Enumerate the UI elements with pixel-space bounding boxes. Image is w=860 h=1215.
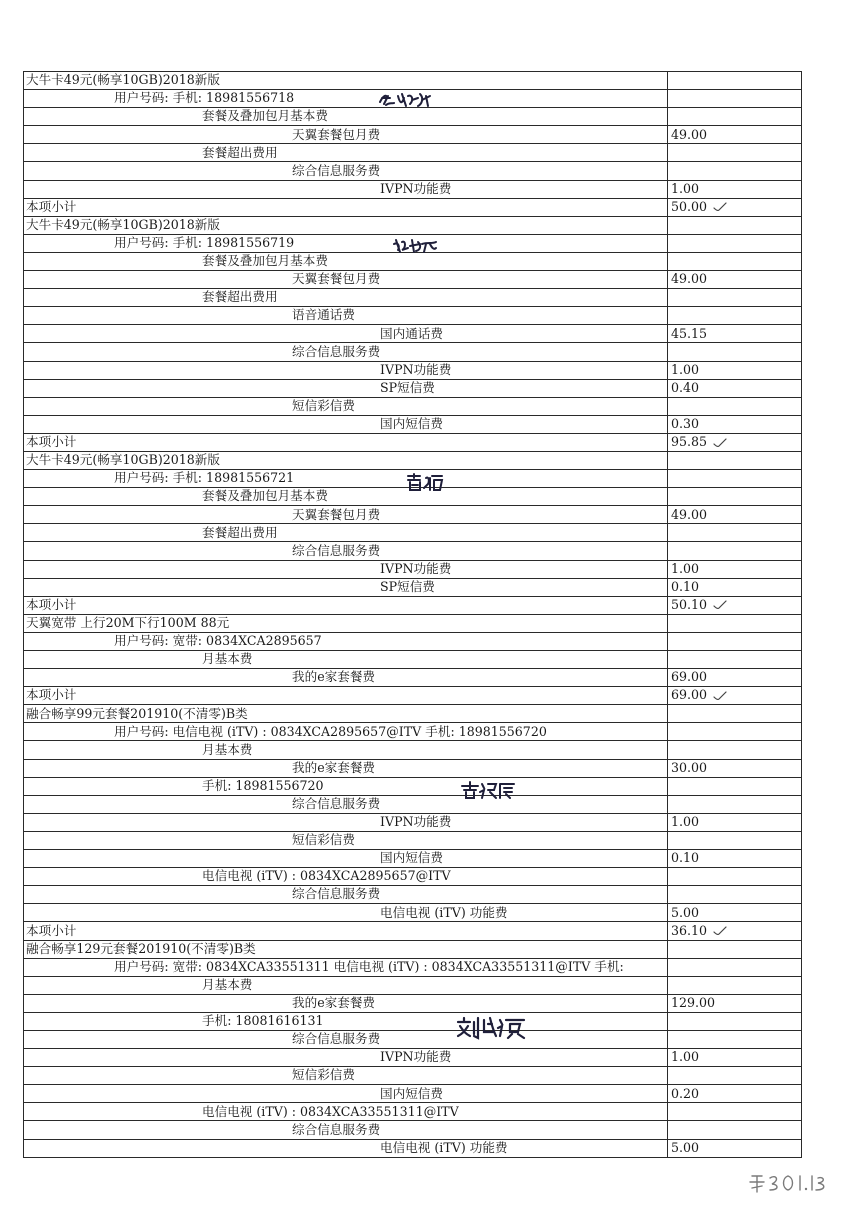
subtotal-amount	[668, 922, 802, 940]
charge-item-text: 国内短信费	[380, 850, 443, 866]
check-mark-icon	[713, 926, 727, 936]
amount-cell-empty	[668, 1121, 802, 1139]
package-title-row	[24, 72, 802, 90]
charge-row	[24, 542, 802, 560]
charge-row	[24, 723, 802, 741]
charge-item-text: 综合信息服务费	[292, 1031, 381, 1047]
amount-cell-empty	[668, 632, 802, 650]
charge-item-text: IVPN功能费	[380, 180, 452, 196]
charge-item-label	[24, 669, 668, 687]
charge-row	[24, 307, 802, 325]
amount-cell-empty	[668, 289, 802, 307]
charge-amount: 69.00	[668, 669, 802, 687]
charge-row	[24, 777, 802, 795]
subtotal-label: 本项小计	[24, 198, 668, 216]
charge-item-label	[24, 868, 668, 886]
charge-item-label	[24, 271, 668, 289]
charge-row	[24, 180, 802, 198]
charge-item-text: 短信彩信费	[292, 397, 355, 413]
charge-item-text: 我的e家套餐费	[292, 669, 376, 685]
charge-item-text: IVPN功能费	[380, 814, 452, 830]
charge-row	[24, 813, 802, 831]
charge-row	[24, 886, 802, 904]
amount-cell-empty	[668, 90, 802, 108]
subtotal-value: 95.85	[671, 434, 708, 450]
charge-item-text: 天翼套餐包月费	[292, 126, 381, 142]
charge-amount: 45.15	[668, 325, 802, 343]
amount-cell-empty	[668, 940, 802, 958]
charge-item-label	[24, 578, 668, 596]
charge-item-label	[24, 795, 668, 813]
charge-item-label	[24, 994, 668, 1012]
charge-item-label	[24, 886, 668, 904]
amount-cell-empty	[668, 614, 802, 632]
charge-item-text: 月基本费	[202, 976, 253, 992]
charge-item-label	[24, 777, 668, 795]
charge-item-label	[24, 560, 668, 578]
charge-amount: 30.00	[668, 759, 802, 777]
package-title: 大牛卡49元(畅享10GB)2018新版	[24, 216, 668, 234]
charge-item-text: 短信彩信费	[292, 832, 355, 848]
subtotal-amount	[668, 433, 802, 451]
charge-amount: 0.10	[668, 578, 802, 596]
amount-cell-empty	[668, 958, 802, 976]
check-mark-icon	[713, 691, 727, 701]
charge-item-text: IVPN功能费	[380, 1049, 452, 1065]
charge-item-label	[24, 289, 668, 307]
amount-cell-empty	[668, 976, 802, 994]
charge-item-label	[24, 343, 668, 361]
charge-item-label	[24, 1121, 668, 1139]
charge-row	[24, 976, 802, 994]
amount-cell-empty	[668, 868, 802, 886]
charge-item-label	[24, 1012, 668, 1030]
charge-item-label	[24, 958, 668, 976]
charge-row	[24, 795, 802, 813]
charge-row	[24, 1139, 802, 1157]
charge-item-label	[24, 524, 668, 542]
amount-cell-empty	[668, 795, 802, 813]
charge-amount: 1.00	[668, 361, 802, 379]
charge-item-label	[24, 144, 668, 162]
charge-item-text: 国内短信费	[380, 1085, 443, 1101]
charge-amount: 0.40	[668, 379, 802, 397]
amount-cell-empty	[668, 451, 802, 469]
subtotal-amount	[668, 687, 802, 705]
subtotal-label: 本项小计	[24, 433, 668, 451]
charge-item-text: 用户号码: 电信电视 (iTV) : 0834XCA2895657@ITV 手机: 18981556720	[114, 723, 547, 739]
charge-item-text: 短信彩信费	[292, 1067, 355, 1083]
subtotal-value: 69.00	[671, 687, 708, 703]
charge-item-text: 用户号码: 宽带: 0834XCA2895657	[114, 633, 322, 649]
charge-row	[24, 1103, 802, 1121]
charge-item-label	[24, 325, 668, 343]
charge-row	[24, 904, 802, 922]
charge-row	[24, 126, 802, 144]
charge-item-text: 国内短信费	[380, 416, 443, 432]
amount-cell-empty	[668, 524, 802, 542]
charge-item-label	[24, 180, 668, 198]
amount-cell-empty	[668, 470, 802, 488]
charge-item-text: 用户号码: 手机: 18981556718	[114, 90, 295, 106]
charge-item-text: 综合信息服务费	[292, 343, 381, 359]
charge-item-text: 月基本费	[202, 651, 253, 667]
amount-cell-empty	[668, 651, 802, 669]
charge-amount: 0.10	[668, 850, 802, 868]
charge-row	[24, 868, 802, 886]
charge-row	[24, 632, 802, 650]
amount-cell-empty	[668, 488, 802, 506]
subtotal-value: 50.10	[671, 596, 708, 612]
package-title: 融合畅享99元套餐201910(不清零)B类	[24, 705, 668, 723]
charge-row	[24, 578, 802, 596]
charge-amount: 129.00	[668, 994, 802, 1012]
amount-cell-empty	[668, 343, 802, 361]
charge-item-label	[24, 1085, 668, 1103]
package-title-row	[24, 216, 802, 234]
charge-item-label	[24, 1103, 668, 1121]
charge-row	[24, 289, 802, 307]
charge-item-label	[24, 651, 668, 669]
package-title: 大牛卡49元(畅享10GB)2018新版	[24, 72, 668, 90]
amount-cell-empty	[668, 705, 802, 723]
check-mark-icon	[713, 202, 727, 212]
charge-item-label	[24, 470, 668, 488]
charge-item-text: IVPN功能费	[380, 361, 452, 377]
charge-amount: 1.00	[668, 180, 802, 198]
charge-item-text: 手机: 18981556720	[202, 777, 324, 793]
charge-row	[24, 1121, 802, 1139]
handwritten-signature-2	[392, 236, 438, 256]
amount-cell-empty	[668, 1103, 802, 1121]
subtotal-label: 本项小计	[24, 922, 668, 940]
subtotal-value: 50.00	[671, 198, 708, 214]
check-mark-icon	[713, 600, 727, 610]
charge-item-label	[24, 741, 668, 759]
charge-row	[24, 651, 802, 669]
charge-amount: 1.00	[668, 560, 802, 578]
handwritten-signature-4	[460, 780, 518, 800]
subtotal-row	[24, 922, 802, 940]
charge-amount: 49.00	[668, 506, 802, 524]
handwritten-page-note	[748, 1172, 830, 1194]
charge-item-text: 综合信息服务费	[292, 162, 381, 178]
charge-item-text: 用户号码: 手机: 18981556721	[114, 470, 295, 486]
charge-item-text: SP短信费	[380, 379, 435, 395]
charge-item-label	[24, 759, 668, 777]
charge-item-text: 天翼套餐包月费	[292, 271, 381, 287]
charge-item-text: 综合信息服务费	[292, 1121, 381, 1137]
charge-item-text: 月基本费	[202, 741, 253, 757]
subtotal-row	[24, 687, 802, 705]
charge-row	[24, 379, 802, 397]
charge-item-label	[24, 162, 668, 180]
charge-item-label	[24, 252, 668, 270]
amount-cell-empty	[668, 72, 802, 90]
charge-row	[24, 994, 802, 1012]
charge-item-text: 综合信息服务费	[292, 886, 381, 902]
check-mark-icon	[713, 438, 727, 448]
charge-item-text: IVPN功能费	[380, 560, 452, 576]
amount-cell-empty	[668, 252, 802, 270]
package-title-row	[24, 940, 802, 958]
charge-row	[24, 271, 802, 289]
charge-row	[24, 144, 802, 162]
charge-item-text: 天翼套餐包月费	[292, 506, 381, 522]
subtotal-value: 36.10	[671, 922, 708, 938]
charge-item-label	[24, 234, 668, 252]
amount-cell-empty	[668, 886, 802, 904]
amount-cell-empty	[668, 1067, 802, 1085]
charge-row	[24, 831, 802, 849]
bill-detail-body	[24, 72, 802, 1158]
charge-item-text: 语音通话费	[292, 307, 355, 323]
charge-row	[24, 506, 802, 524]
subtotal-row	[24, 596, 802, 614]
charge-item-label	[24, 542, 668, 560]
package-title: 天翼宽带 上行20M下行100M 88元	[24, 614, 668, 632]
charge-amount: 49.00	[668, 126, 802, 144]
charge-row	[24, 415, 802, 433]
charge-item-label	[24, 488, 668, 506]
charge-amount: 1.00	[668, 813, 802, 831]
handwritten-signature-5	[454, 1016, 530, 1040]
charge-amount: 49.00	[668, 271, 802, 289]
subtotal-label: 本项小计	[24, 596, 668, 614]
charge-row	[24, 343, 802, 361]
charge-item-text: 用户号码: 宽带: 0834XCA33551311 电信电视 (iTV) : 0834XCA33551311@ITV 手机:	[114, 958, 624, 974]
charge-row	[24, 162, 802, 180]
charge-item-label	[24, 723, 668, 741]
charge-row	[24, 397, 802, 415]
charge-item-text: 电信电视 (iTV) : 0834XCA33551311@ITV	[202, 1103, 459, 1119]
amount-cell-empty	[668, 162, 802, 180]
charge-item-text: 套餐及叠加包月基本费	[202, 253, 328, 269]
charge-item-text: 套餐超出费用	[202, 524, 278, 540]
charge-row	[24, 741, 802, 759]
charge-item-text: 综合信息服务费	[292, 542, 381, 558]
charge-row	[24, 850, 802, 868]
charge-item-label	[24, 397, 668, 415]
charge-item-text: 用户号码: 手机: 18981556719	[114, 235, 295, 251]
subtotal-row	[24, 433, 802, 451]
charge-row	[24, 958, 802, 976]
charge-row	[24, 1067, 802, 1085]
charge-item-label	[24, 1030, 668, 1048]
amount-cell-empty	[668, 831, 802, 849]
charge-row	[24, 361, 802, 379]
amount-cell-empty	[668, 741, 802, 759]
charge-item-label	[24, 307, 668, 325]
subtotal-label: 本项小计	[24, 687, 668, 705]
amount-cell-empty	[668, 397, 802, 415]
charge-item-label	[24, 831, 668, 849]
subtotal-amount	[668, 198, 802, 216]
amount-cell-empty	[668, 234, 802, 252]
charge-item-text: 套餐超出费用	[202, 289, 278, 305]
package-title-row	[24, 451, 802, 469]
package-title: 大牛卡49元(畅享10GB)2018新版	[24, 451, 668, 469]
charge-item-label	[24, 379, 668, 397]
charge-item-label	[24, 904, 668, 922]
package-title-row	[24, 614, 802, 632]
charge-item-text: 电信电视 (iTV) : 0834XCA2895657@ITV	[202, 868, 451, 884]
charge-amount: 5.00	[668, 1139, 802, 1157]
charge-item-text: 综合信息服务费	[292, 796, 381, 811]
handwritten-signature-1	[376, 90, 436, 110]
amount-cell-empty	[668, 144, 802, 162]
charge-row	[24, 524, 802, 542]
charge-row	[24, 759, 802, 777]
charge-item-text: 电信电视 (iTV) 功能费	[380, 904, 508, 920]
charge-item-label	[24, 976, 668, 994]
package-title: 融合畅享129元套餐201910(不清零)B类	[24, 940, 668, 958]
amount-cell-empty	[668, 723, 802, 741]
charge-row	[24, 1030, 802, 1048]
charge-row	[24, 108, 802, 126]
amount-cell-empty	[668, 108, 802, 126]
charge-item-label	[24, 506, 668, 524]
charge-item-text: 手机: 18081616131	[202, 1013, 324, 1029]
charge-item-text: 套餐及叠加包月基本费	[202, 108, 328, 124]
charge-item-text: SP短信费	[380, 578, 435, 594]
charge-row	[24, 325, 802, 343]
handwritten-signature-3	[404, 472, 446, 494]
charge-row	[24, 669, 802, 687]
charge-row	[24, 1049, 802, 1067]
subtotal-amount	[668, 596, 802, 614]
amount-cell-empty	[668, 542, 802, 560]
charge-item-label	[24, 850, 668, 868]
charge-item-text: 套餐及叠加包月基本费	[202, 488, 328, 504]
subtotal-row	[24, 198, 802, 216]
amount-cell-empty	[668, 777, 802, 795]
charge-item-label	[24, 1049, 668, 1067]
charge-amount: 0.20	[668, 1085, 802, 1103]
charge-item-label	[24, 90, 668, 108]
charge-item-label	[24, 1139, 668, 1157]
charge-row	[24, 1085, 802, 1103]
charge-row	[24, 560, 802, 578]
charge-item-label	[24, 361, 668, 379]
amount-cell-empty	[668, 216, 802, 234]
charge-item-label	[24, 108, 668, 126]
charge-item-text: 套餐超出费用	[202, 144, 278, 160]
charge-item-text: 我的e家套餐费	[292, 759, 376, 775]
charge-item-label	[24, 632, 668, 650]
charge-row	[24, 1012, 802, 1030]
charge-amount: 5.00	[668, 904, 802, 922]
charge-item-text: 国内通话费	[380, 325, 443, 341]
amount-cell-empty	[668, 307, 802, 325]
charge-amount: 1.00	[668, 1049, 802, 1067]
bill-detail-table	[23, 71, 802, 1158]
charge-amount: 0.30	[668, 415, 802, 433]
package-title-row	[24, 705, 802, 723]
charge-item-label	[24, 415, 668, 433]
charge-item-label	[24, 813, 668, 831]
amount-cell-empty	[668, 1012, 802, 1030]
charge-item-text: 电信电视 (iTV) 功能费	[380, 1139, 508, 1155]
charge-item-label	[24, 1067, 668, 1085]
charge-item-label	[24, 126, 668, 144]
amount-cell-empty	[668, 1030, 802, 1048]
charge-item-text: 我的e家套餐费	[292, 995, 376, 1011]
